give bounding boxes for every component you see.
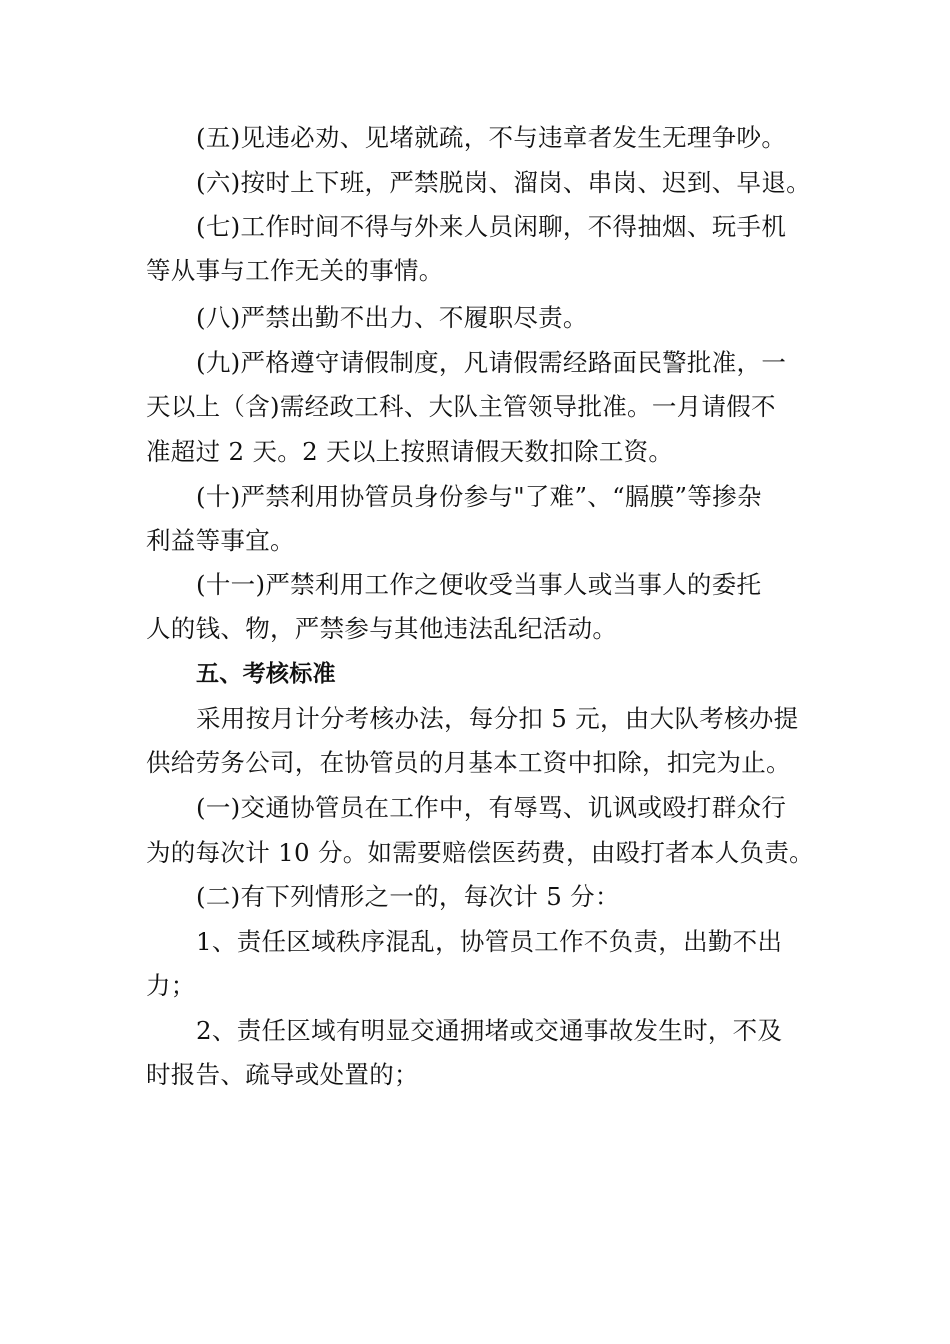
text-line: (八)严禁出勤不出力、不履职尽责。 bbox=[196, 303, 588, 332]
text-line: 利益等事宜。 bbox=[146, 526, 295, 555]
text-line: (七)工作时间不得与外来人员闲聊，不得抽烟、玩手机 bbox=[196, 212, 787, 241]
text-line: (五)见违必劝、见堵就疏，不与违章者发生无理争吵。 bbox=[196, 123, 787, 152]
text-line: 天以上（含)需经政工科、大队主管领导批准。一月请假不 bbox=[146, 392, 776, 421]
text-line: 时报告、疏导或处置的； bbox=[146, 1060, 419, 1089]
text-line: 2、责任区域有明显交通拥堵或交通事故发生时，不及 bbox=[196, 1016, 783, 1045]
text-line: (九)严格遵守请假制度，凡请假需经路面民警批准，一 bbox=[196, 348, 787, 377]
text-line: (十一)严禁利用工作之便收受当事人或当事人的委托 bbox=[196, 570, 762, 599]
text-line: 等从事与工作无关的事情。 bbox=[146, 256, 444, 285]
text-line: (十)严禁利用协管员身份参与"了难”、“膈膜”等掺杂 bbox=[196, 482, 762, 511]
text-line: 供给劳务公司，在协管员的月基本工资中扣除，扣完为止。 bbox=[146, 748, 791, 777]
text-line: 力； bbox=[146, 971, 196, 1000]
text-line: 准超过 2 天。2 天以上按照请假天数扣除工资。 bbox=[146, 437, 674, 466]
text-line: 采用按月计分考核办法，每分扣 5 元，由大队考核办提 bbox=[196, 704, 799, 733]
text-line: 1、责任区域秩序混乱，协管员工作不负责，出勤不出 bbox=[196, 927, 783, 956]
text-line: (二)有下列情形之一的，每次计 5 分： bbox=[196, 882, 620, 911]
text-line: 人的钱、物，严禁参与其他违法乱纪活动。 bbox=[146, 614, 618, 643]
text-line: (一)交通协管员在工作中，有辱骂、讥讽或殴打群众行 bbox=[196, 793, 787, 822]
text-line: (六)按时上下班，严禁脱岗、溜岗、串岗、迟到、早退。 bbox=[196, 168, 811, 197]
text-line: 为的每次计 10 分。如需要赔偿医药费，由殴打者本人负责。 bbox=[146, 838, 814, 867]
section-heading: 五、考核标准 bbox=[196, 661, 336, 687]
